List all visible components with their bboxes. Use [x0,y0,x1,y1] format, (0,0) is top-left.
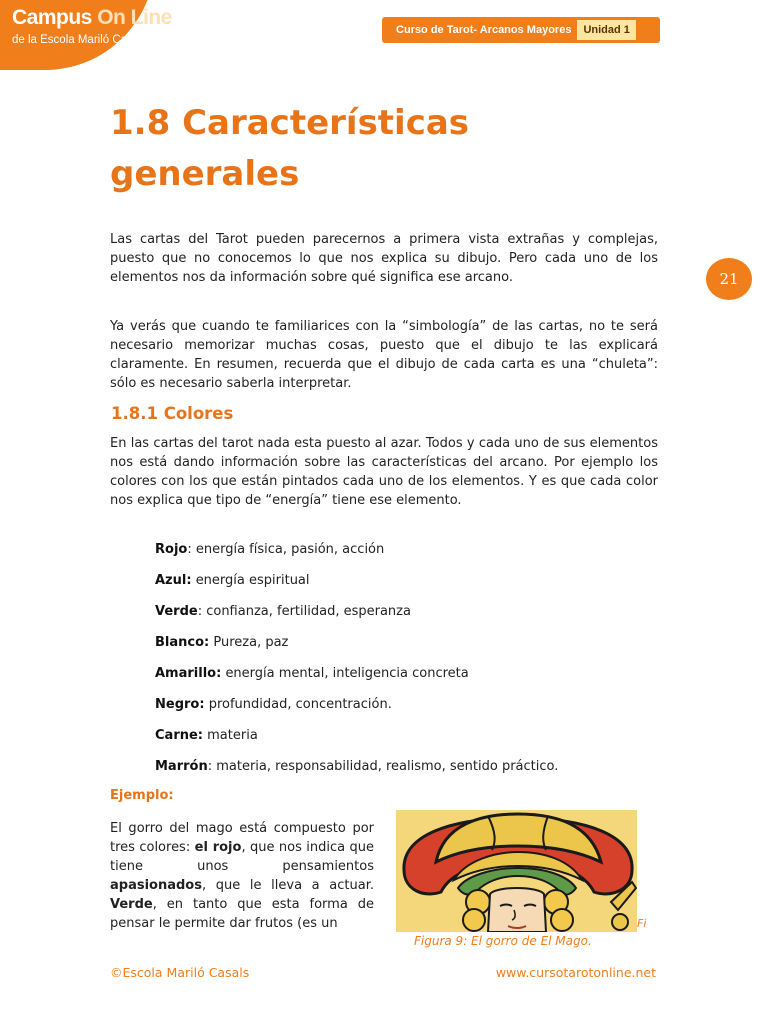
color-name: Negro: [155,697,205,712]
color-name: Azul: [155,573,192,588]
color-name: Carne: [155,728,203,743]
example-label: Ejemplo: [110,788,174,803]
course-header [382,17,660,43]
list-item [155,571,558,602]
logo [12,6,172,30]
color-name: Amarillo: [155,666,222,681]
color-meaning: energía espiritual [195,573,310,588]
color-meaning: materia, responsabilidad, realismo, sentido práctico. [216,759,559,774]
example-paragraph: El gorro del mago está compuesto por tres colores: el rojo, que nos indica que tiene unos pensamientos apasionados, que le lleva a actuar. Verde, en tanto que esta forma de pensar le permite dar frutos (es un [110,821,375,931]
color-meaning: Pureza, paz [213,635,289,650]
list-item [155,726,558,757]
logo-subtitle: de la Escola Mariló Casals [12,34,148,46]
section-paragraph: En las cartas del tarot nada esta puesto al azar. Todos y cada uno de sus elementos nos está dando información sobre las características del arcano. Por ejemplo los colores con los que están pintados cada uno de los elementos. Y es que cada color nos explica que tipo de “energía” tiene ese elemento. [110,436,658,508]
color-meaning: confianza, fertilidad, esperanza [206,604,411,619]
list-item: Marrón: materia, responsabilidad, realismo, sentido práctico. [155,759,559,774]
course-title: Curso de Tarot- Arcanos Mayores [396,24,572,36]
color-meaning: materia [207,728,258,743]
logo-text-online: On Line [97,6,172,29]
list-item: Verde: confianza, fertilidad, esperanza [155,604,411,619]
list-item [155,633,558,664]
magician-hat-image [396,810,637,932]
list-item [155,664,558,695]
color-list [155,540,558,788]
color-meaning: profundidad, concentración. [208,697,392,712]
section-title: 1.8.1 Colores [111,404,234,423]
figure-caption: Figura 9: El gorro de El Mago. [414,934,592,948]
color-meaning: energía física, pasión, acción [195,542,385,557]
color-meaning: energía mental, inteligencia concreta [225,666,469,681]
color-name: Verde [155,604,198,619]
page-number-badge: 21 [706,258,752,300]
page-title: 1.8 Características generales [110,103,470,194]
unit-label: Unidad 1 [577,20,635,40]
color-name: Marrón [155,759,208,774]
footer-website[interactable]: www.cursotarotonline.net [495,965,656,979]
list-item: Rojo: energía física, pasión, acción [155,542,385,557]
logo-text-campus: Campus [12,6,98,29]
figure-marker: Fi [637,917,647,930]
list-item [155,695,558,726]
color-name: Blanco: [155,635,210,650]
intro-paragraph-2: Ya verás que cuando te familiarices con la “simbología” de las cartas, no te será necesario memorizar muchas cosas, puesto que el dibujo te las explicará claramente. En resumen, recuerda que el dibujo de cada carta es una “chuleta”: sólo es necesario saberla interpretar. [110,319,658,391]
footer-copyright: ©Escola Mariló Casals [110,965,250,980]
intro-paragraph-1: Las cartas del Tarot pueden parecernos a primera vista extrañas y complejas, puesto que no conocemos lo que nos explica su dibujo. Pero cada uno de los elementos nos da información sobre qué significa ese arcano. [110,232,658,285]
color-name: Rojo [155,542,188,557]
magician-hat-illustration [396,810,637,932]
